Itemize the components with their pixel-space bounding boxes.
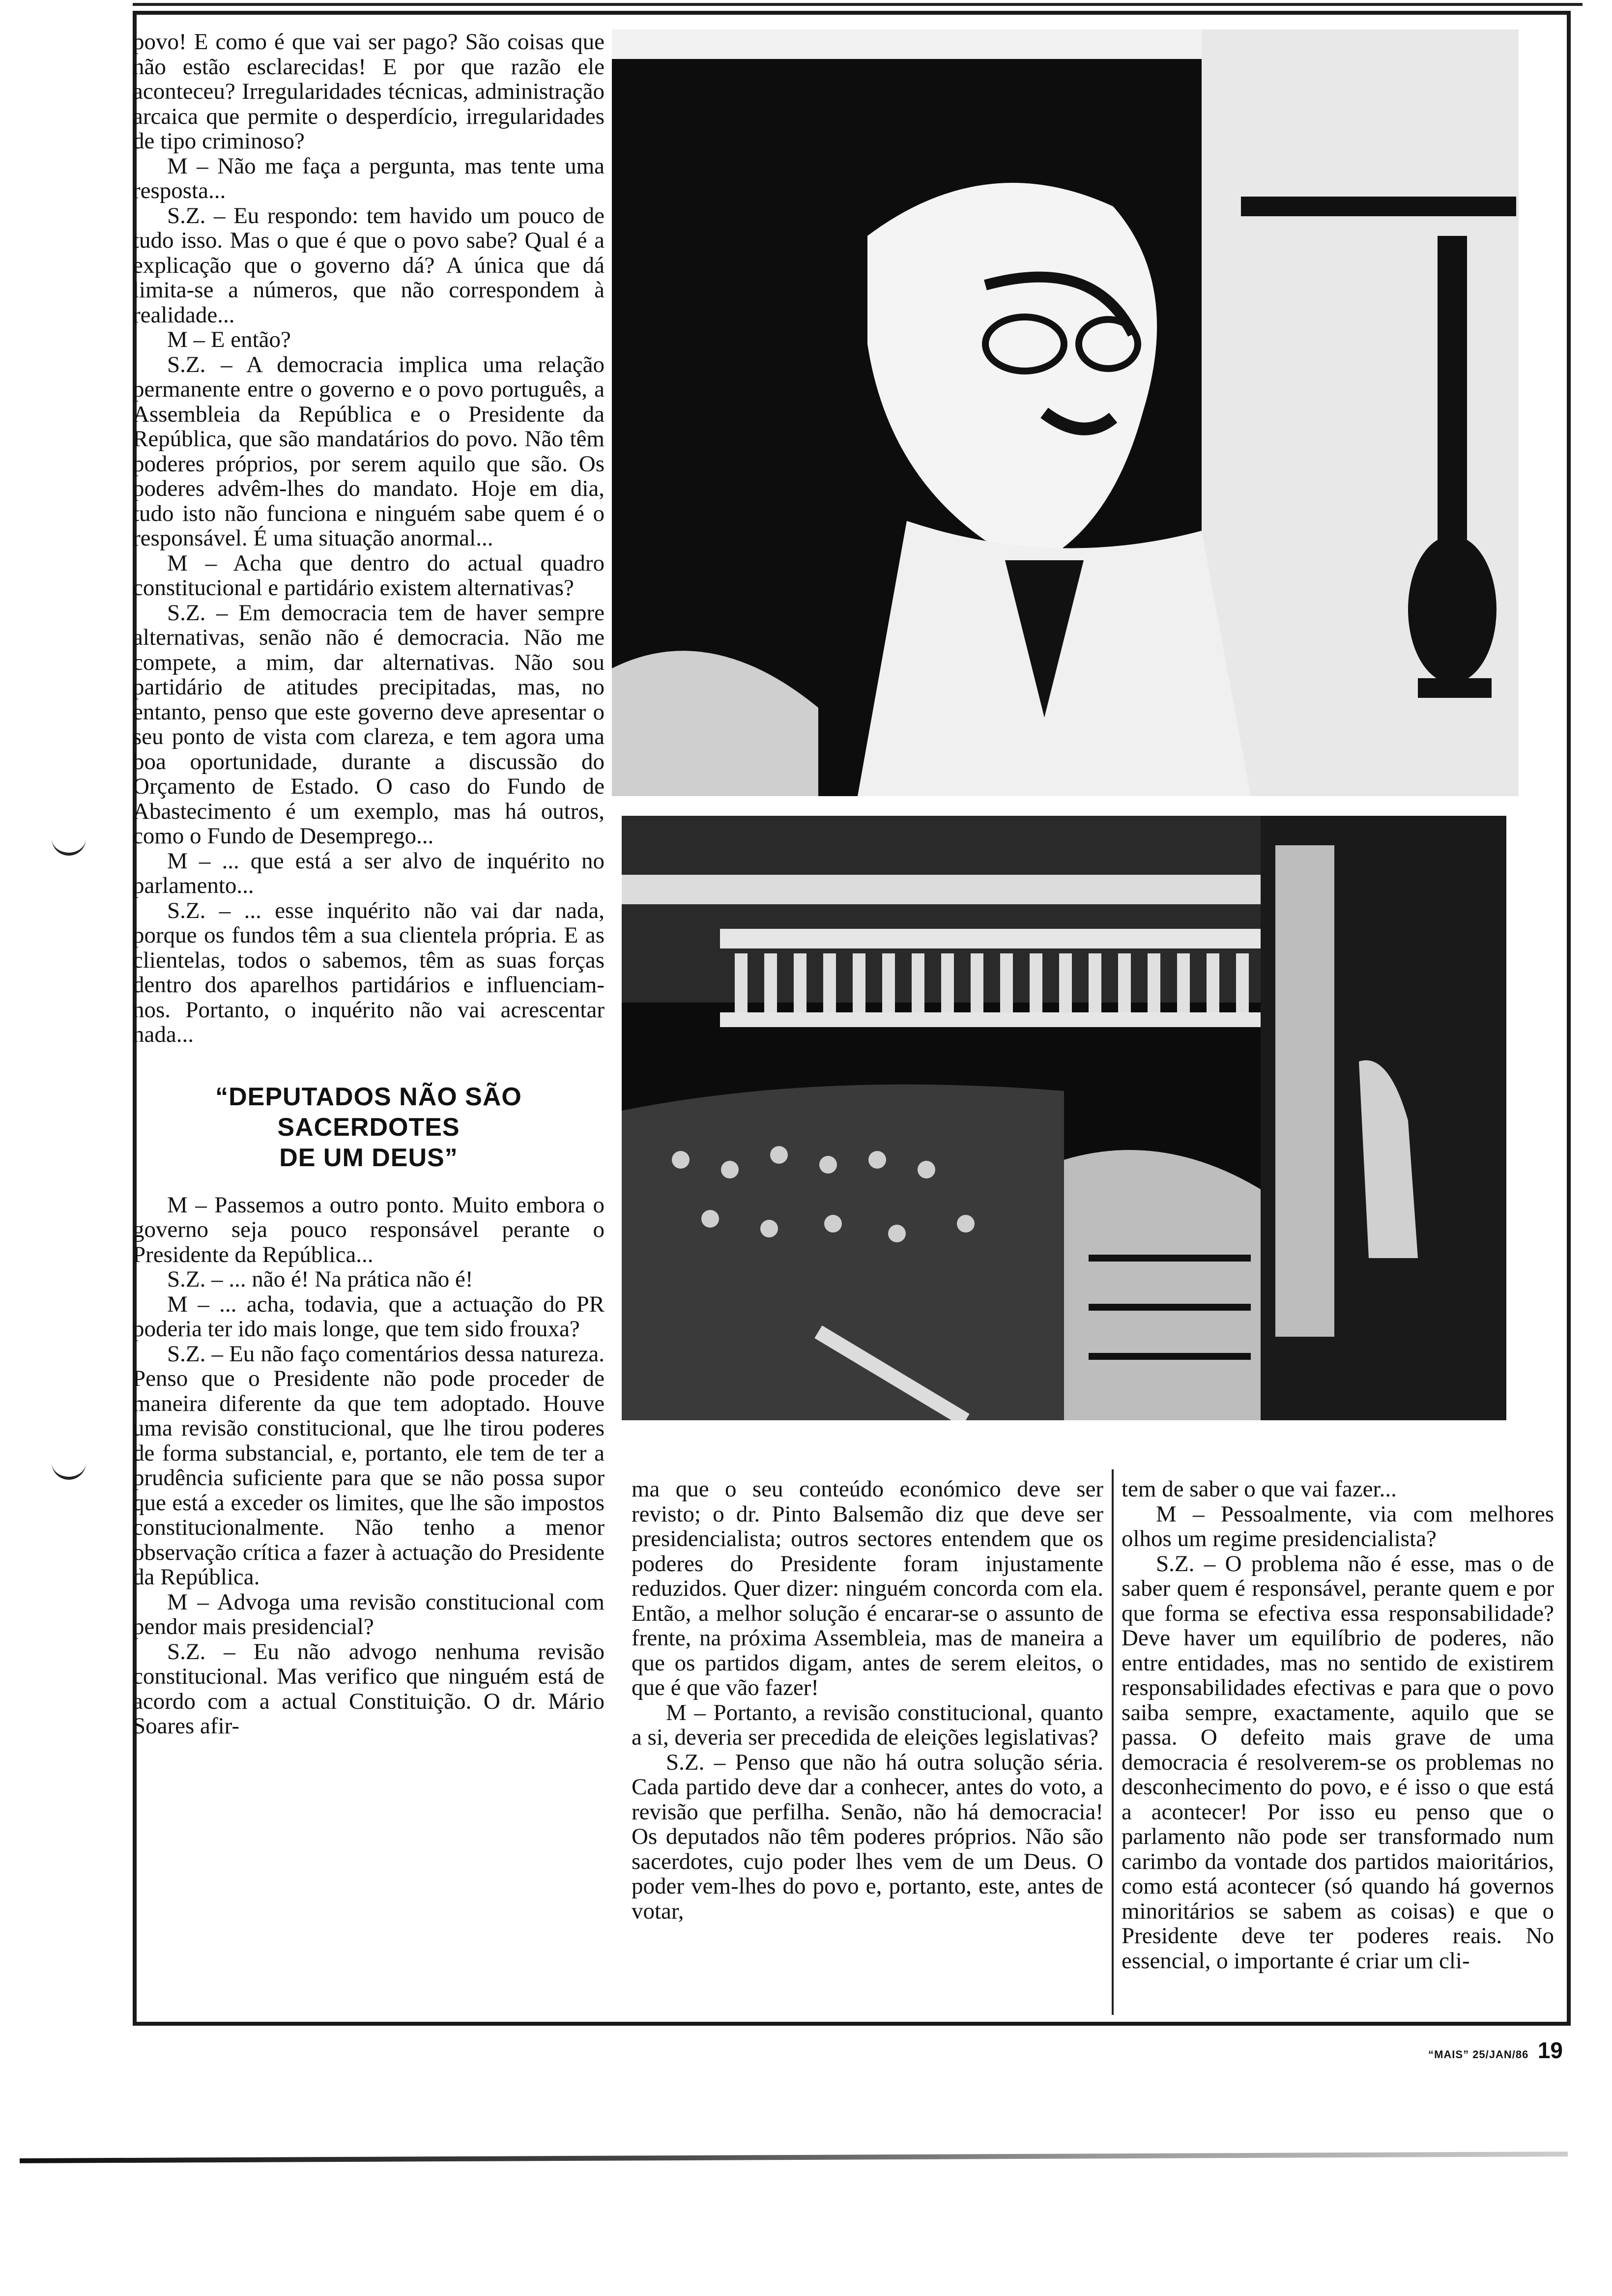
page-number: 19: [1537, 2038, 1563, 2063]
punch-hole-mark: [52, 1457, 86, 1480]
paragraph: M – Não me faça a pergunta, mas tente uma resposta...: [133, 153, 604, 203]
paragraph: S.Z. – Eu não advogo nenhuma revisão constitucional. Mas verifico que ninguém está de acordo com a actual Constituição. O dr. Mário Soares afir-: [133, 1638, 604, 1739]
paragraph: M – Acha que dentro do actual quadro constitucional e partidário existem alternativas?: [133, 550, 604, 601]
paragraph: S.Z. – Em democracia tem de haver sempre alternativas, senão não é democracia. Não me compete, a mim, dar alternativas. Não sou partidário de atitudes precipitadas, mas, no entanto, penso que este governo deve apresentar o seu ponto de vista com clareza, e tem agora uma boa oportunidade, durante a discussão do Orçamento de Estado. O caso do Fundo de Abastecimento é um exemplo, mas há outros, como o Fundo de Desemprego...: [133, 600, 604, 849]
paragraph: S.Z. – ... não é! Na prática não é!: [167, 1266, 473, 1292]
paragraph: povo! E como é que vai ser pago? São coisas que não estão esclarecidas! E por que razão ele aconteceu? Irregularidades técnicas, administração arcaica que permite o desperdício, irregularidades de tipo criminoso?: [133, 29, 604, 154]
column-separator: [1112, 1469, 1114, 2015]
scan-edge-line: [20, 2152, 1568, 2163]
paragraph: M – ... acha, todavia, que a actuação do PR poderia ter ido mais longe, que tem sido frouxa?: [133, 1291, 604, 1342]
portrait-photo: [612, 29, 1519, 796]
left-column: [133, 29, 604, 1739]
paragraph: M – Advoga uma revisão constitucional com pendor mais presidencial?: [133, 1589, 604, 1639]
right-column: [1122, 1477, 1554, 1973]
top-rule: [133, 3, 1583, 6]
paragraph: S.Z. – A democracia implica uma relação permanente entre o governo e o povo português, a Assembleia da República e o Presidente da República, que são mandatários do povo. Não têm poderes próprios, por serem aquilo que são. Os poderes advêm-lhes do mandato. Hoje em dia, tudo isto não funciona e ninguém sabe quem é o responsável. É uma situação anormal...: [133, 351, 604, 551]
issue-label: “MAIS” 25/JAN/86: [1428, 2048, 1529, 2061]
paragraph: S.Z. – Eu não faço comentários dessa natureza. Penso que o Presidente não pode proceder de maneira diferente da que tem adoptado. Houve uma revisão constitucional, que lhe tirou poderes de forma substancial, e, portanto, ele tem de ter a prudência suficiente para que se não possa supor que está a exceder os limites, que lhe são impostos constitucionalmente. Não tenho a menor observação crítica a fazer à actuação do Presidente da República.: [133, 1341, 604, 1590]
paragraph: S.Z. – ... esse inquérito não vai dar nada, porque os fundos têm a sua clientela própria. E as clientelas, todos o sabemos, têm as suas forças dentro dos aparelhos partidários e influenciam-nos. Portanto, o inquérito não vai acrescentar nada...: [133, 897, 604, 1047]
section-heading-line-2: DE UM DEUS”: [279, 1143, 458, 1172]
page-footer: [1428, 2037, 1563, 2064]
paragraph: M – Pessoalmente, via com melhores olhos um regime presidencialista?: [1122, 1501, 1554, 1551]
paragraph: S.Z. – O problema não é esse, mas o de saber quem é responsável, perante quem e por que forma se efectiva essa responsabilidade? Deve haver um equilíbrio de poderes, não entre entidades, mas no sentido de existirem responsabilidades efectivas e para que o povo saiba sempre, exactamente, aquilo que se passa. O defeito mais grave de uma democracia é resolverem-se os problemas no desconhecimento do povo, e é isso o que está a acontecer! Por isso eu penso que o parlamento não pode ser transformado num carimbo da vontade dos partidos maioritários, como está acontecer (só quando há governos minoritários se sabem as coisas) e que o Presidente deve ter poderes reais. No essencial, o importante é criar um cli-: [1122, 1550, 1554, 1974]
portrait-photo-drawing: [612, 29, 1519, 796]
paragraph: tem de saber o que vai fazer...: [1122, 1476, 1397, 1502]
paragraph: S.Z. – Penso que não há outra solução séria. Cada partido deve dar a conhecer, antes do voto, a revisão que perfilha. Senão, não há democracia! Os deputados não têm poderes próprios. Não são sacerdotes, cujo poder lhes vem de um Deus. O poder vem-lhes do povo e, portanto, este, antes de votar,: [632, 1749, 1103, 1924]
section-heading: [133, 1082, 604, 1173]
section-heading-line-1: “DEPUTADOS NÃO SÃO SACERDOTES: [215, 1082, 522, 1142]
paragraph: M – ... que está a ser alvo de inquérito no parlamento...: [133, 848, 604, 898]
parliament-photo: [622, 816, 1506, 1420]
paragraph: M – Passemos a outro ponto. Muito embora o governo seja pouco responsável perante o Presidente da República...: [133, 1192, 604, 1267]
paragraph: S.Z. – Eu respondo: tem havido um pouco de tudo isso. Mas o que é que o povo sabe? Qual é a explicação que o governo dá? A única que dá limita-se a números, que não correspondem à realidade...: [133, 202, 604, 328]
paragraph: M – E então?: [167, 327, 291, 352]
parliament-photo-drawing: [622, 816, 1506, 1420]
middle-column: [632, 1477, 1103, 1923]
paragraph: M – Portanto, a revisão constitucional, quanto a si, deveria ser precedida de eleições legislativas?: [632, 1699, 1103, 1750]
punch-hole-mark: [52, 833, 86, 856]
paragraph: ma que o seu conteúdo económico deve ser revisto; o dr. Pinto Balsemão diz que deve ser presidencialista; outros sectores entendem que os poderes do Presidente foram injustamente reduzidos. Quer dizer: ninguém concorda com ela. Então, a melhor solução é encarar-se o assunto de frente, na próxima Assembleia, mas de maneira a que os partidos digam, antes de serem eleitos, o que é que vão fazer!: [632, 1476, 1103, 1700]
